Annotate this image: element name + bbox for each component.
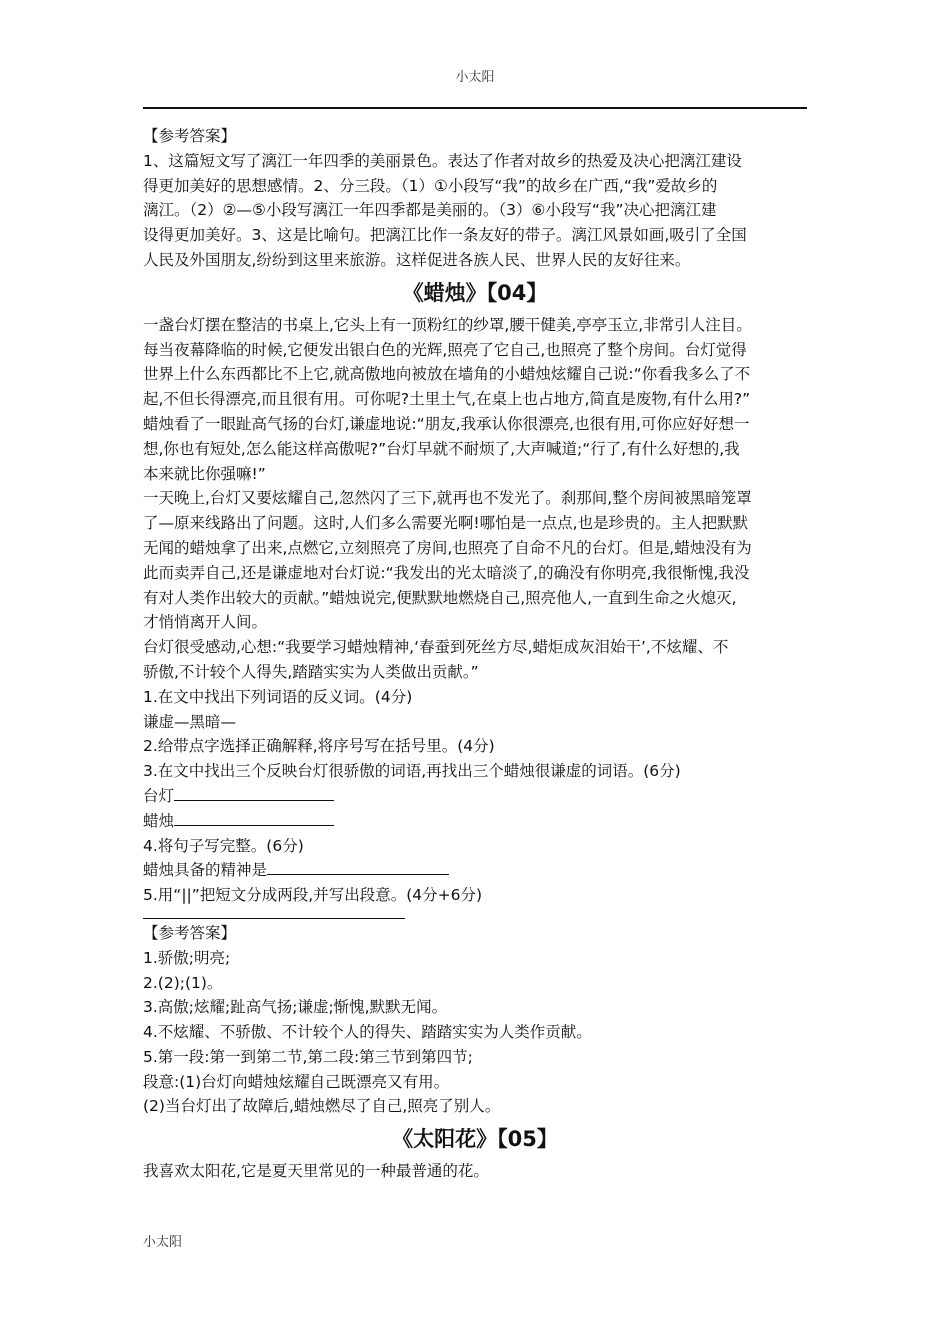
question-4-row: [143, 858, 807, 883]
answer-1-block: [143, 149, 807, 273]
passage-line: 一天晚上,台灯又要炫耀自己,忽然闪了三下,就再也不发光了。刹那间,整个房间被黑暗笼罩: [143, 489, 752, 508]
answer-heading: 【参考答案】: [143, 127, 237, 145]
section-title-05: 《太阳花》【05】: [392, 1127, 558, 1152]
passage-line: 无闻的蜡烛拿了出来,点燃它,立刻照亮了房间,也照亮了自命不凡的台灯。但是,蜡烛没有为: [143, 538, 752, 557]
passage-line: 台灯很受感动,心想:“我要学习蜡烛精神,‘春蚕到死丝方尽,蜡炬成灰泪始干’,不炫耀、不: [143, 638, 729, 657]
page-content: [143, 124, 807, 1184]
passage-line: 每当夜幕降临的时候,它便发出银白色的光辉,照亮了它自己,也照亮了整个房间。台灯觉得: [143, 340, 747, 359]
passage-line: 世界上什么东西都比不上它,就高傲地向被放在墙角的小蜡烛炫耀自己说:“你看我多么了不: [143, 365, 751, 384]
question-5: 5.用“||”把短文分成两段,并写出段意。(4分+6分): [143, 886, 483, 905]
answers-04: [143, 921, 807, 1119]
answer-line: (2)当台灯出了故障后,蜡烛燃尽了自己,照亮了别人。: [143, 1097, 501, 1116]
question-1-words: 谦虚—黑暗—: [143, 712, 237, 731]
passage-line: 想,你也有短处,怎么能这样高傲呢?”台灯早就不耐烦了,大声喊道;“行了,有什么好想的,我: [143, 439, 740, 458]
passage-line: 了—原来线路出了问题。这时,人们多么需要光啊!哪怕是一点点,也是珍贵的。主人把默默: [143, 514, 749, 533]
question-1: 1.在文中找出下列词语的反义词。(4分): [143, 687, 413, 706]
passage-line: 有对人类作出较大的贡献。”蜡烛说完,便默默地燃烧自己,照亮他人,一直到生命之火熄灭,: [143, 588, 737, 607]
passage-line: 起,不但长得漂亮,而且很有用。可你呢?土里土气,在桌上也占地方,简直是废物,有什么用?”: [143, 390, 751, 409]
answer-line: 漓江。（2）②—⑤小段写漓江一年四季都是美丽的。（3）⑥小段写“我”决心把漓江建: [143, 201, 717, 220]
answer-line: 3.高傲;炫耀;趾高气扬;谦虚;惭愧,默默无闻。: [143, 998, 448, 1017]
answer-line: 4.不炫耀、不骄傲、不计较个人的得失、踏踏实实为人类作贡献。: [143, 1023, 592, 1042]
question-3: 3.在文中找出三个反映台灯很骄傲的词语,再找出三个蜡烛很谦虚的词语。(6分): [143, 762, 681, 781]
answer-heading: 【参考答案】: [143, 923, 237, 942]
question-4-prompt: 蜡烛具备的精神是: [143, 861, 268, 880]
answer-blank[interactable]: [174, 811, 334, 826]
answer-line: 1、这篇短文写了漓江一年四季的美丽景色。表达了作者对故乡的热爱及决心把漓江建设: [143, 151, 742, 170]
answer-line: 设得更加美好。3、这是比喻句。把漓江比作一条友好的带子。漓江风景如画,吸引了全国: [143, 226, 747, 245]
answer-line: 2.(2);(1)。: [143, 973, 223, 992]
answer-line: 段意:(1)台灯向蜡烛炫耀自己既漂亮又有用。: [143, 1072, 450, 1091]
passage-04: [143, 313, 807, 685]
answer-blank[interactable]: [267, 860, 449, 875]
answer-blank[interactable]: [174, 786, 334, 801]
passage-line: 骄傲,不计较个人得失,踏踏实实为人类做出贡献。”: [143, 662, 479, 681]
section-title-04: 《蜡烛》【04】: [402, 280, 548, 305]
passage-line: 此而卖弄自己,还是谦虚地对台灯说:“我发出的光太暗淡了,的确没有你明亮,我很惭愧,我没: [143, 563, 750, 582]
answer-line: 5.第一段:第一到第二节,第二段:第三节到第四节;: [143, 1047, 473, 1066]
answer-line: 人民及外国朋友,纷纷到这里来旅游。这样促进各族人民、世界人民的友好往来。: [143, 250, 691, 269]
question-3-candle-row: [143, 809, 807, 834]
answer-separator: [143, 918, 405, 919]
question-4: 4.将句子写完整。(6分): [143, 836, 304, 855]
passage-line: 一盏台灯摆在整洁的书桌上,它头上有一顶粉红的纱罩,腰干健美,亭亭玉立,非常引人注目。: [143, 315, 752, 334]
questions-04: [143, 685, 807, 919]
answer-line: 1.骄傲;明亮;: [143, 948, 231, 967]
page-footer: 小太阳: [143, 1235, 183, 1250]
passage-line: 我喜欢太阳花,它是夏天里常见的一种最普通的花。: [143, 1162, 489, 1181]
page-header: 小太阳: [455, 70, 495, 85]
question-3-lamp-row: [143, 784, 807, 809]
question-3-candle-label: 蜡烛: [143, 811, 175, 830]
header-divider: [143, 107, 807, 109]
answer-line: 得更加美好的思想感情。2、分三段。（1）①小段写“我”的故乡在广西,“我”爱故乡的: [143, 176, 718, 195]
question-3-lamp-label: 台灯: [143, 786, 175, 805]
passage-line: 才悄悄离开人间。: [143, 613, 268, 632]
passage-line: 蜡烛看了一眼趾高气扬的台灯,谦虚地说:“朋友,我承认你很漂亮,也很有用,可你应好好想一: [143, 414, 750, 433]
question-2: 2.给带点字选择正确解释,将序号写在括号里。(4分): [143, 737, 495, 756]
passage-line: 本来就比你强嘛!”: [143, 464, 266, 483]
